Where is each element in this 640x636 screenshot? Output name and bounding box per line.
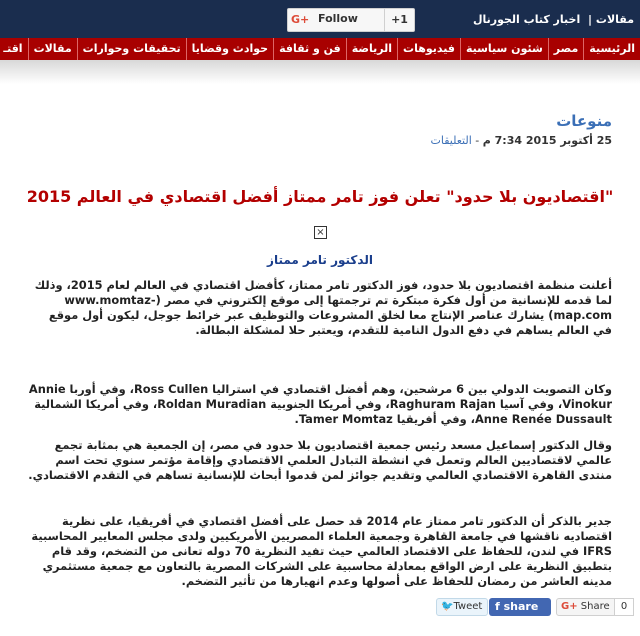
- article-paragraph: وقال الدكتور إسماعيل مسعد رئيس جمعية اقتصاديون بلا حدود في مصر، إن الجمعية هي بمثابة تجمع عالمي لاقتصاديين العالم وتعمل في انشطة التبادل العلمي الاقتصادي وإقامة مؤتمر سنوي تحت اسم منتدى القاهرة الاقتصادي العالمي وتقديم جوائز لمن قدموا أبحاث للإنسانية تساهم في التقدم الاقتصادي.: [28, 438, 612, 482]
- article-paragraph: وكان التصويت الدولي بين 6 مرشحين، وهم أفضل اقتصادي في استراليا Ross Cullen، وفي أوربا Annie Vinokur، وفي آسيا Raghuram Rajan، وفي أمريكا الجنوبية Roldan Muradian، وفي أمريكا الشمالية Anne Renée Dussault، وفي أفريقيا Tamer Momtaz.: [28, 382, 612, 426]
- nav-item-sports[interactable]: الرياضة: [346, 38, 397, 60]
- top-links: [471, 13, 636, 26]
- meta-separator: -: [471, 134, 483, 147]
- nav-item-articles[interactable]: مقالات: [28, 38, 77, 60]
- gplus-share-label: Share: [580, 601, 610, 612]
- gplus-icon: G+: [561, 601, 578, 612]
- section-title[interactable]: منوعات: [556, 112, 612, 130]
- facebook-share-button[interactable]: f share: [489, 598, 551, 616]
- twitter-icon: 🐦: [441, 601, 454, 612]
- gplus-icon: G+: [291, 13, 310, 26]
- nav-item-economy[interactable]: اقتـ: [0, 38, 28, 60]
- article-paragraph: أعلنت منظمة اقتصاديون بلا حدود، فوز الدكتور تامر ممتاز، كأفضل اقتصادي في العالم لعام 2015، وذلك لما قدمه للإنسانية من أول فكرة مبتكرة تم ترجمتها إلى موقع إلكتروني في مصر (www.momtaz-map.com) يشارك عناصر الإنتاج معا لخلق المشروعات والتوظيف عبر خرائط جوجل، ليكون أول موقع في العالم يساهم في دفع الدول النامية للتقدم، ويعتبر حلا لمشكلة البطالة.: [34, 278, 612, 337]
- plus-one-button[interactable]: +1: [384, 9, 414, 31]
- tweet-label: Tweet: [453, 601, 483, 612]
- nav-item-accidents[interactable]: حوادث وقضايا: [186, 38, 273, 60]
- follow-button[interactable]: Follow: [318, 12, 358, 25]
- nav-item-arts[interactable]: فن و ثقافة: [273, 38, 346, 60]
- share-count: 0: [614, 598, 634, 616]
- top-link-articles[interactable]: مقالات |: [584, 13, 634, 26]
- top-header-bar: [0, 0, 640, 38]
- nav-item-videos[interactable]: فيديوهات: [397, 38, 460, 60]
- main-navigation: [0, 38, 640, 60]
- top-link-writers-news[interactable]: اخبار كتاب الجورنال: [472, 13, 581, 26]
- gplus-share-button[interactable]: [556, 598, 622, 616]
- broken-image-icon: ×: [314, 226, 327, 239]
- gplus-follow-widget: [287, 8, 415, 32]
- nav-shadow: [0, 60, 640, 84]
- nav-item-egypt[interactable]: مصر: [548, 38, 584, 60]
- article-author: الدكتور تامر ممتاز: [267, 253, 373, 267]
- nav-item-investigations[interactable]: تحقيقات وحوارات: [77, 38, 186, 60]
- nav-item-home[interactable]: الرئيسية: [583, 38, 640, 60]
- article-headline: "اقتصاديون بلا حدود" تعلن فوز تامر ممتاز أفضل اقتصادي في العالم 2015: [26, 187, 614, 206]
- nav-item-politics[interactable]: شئون سياسية: [460, 38, 548, 60]
- article-paragraph: جدير بالذكر أن الدكتور تامر ممتاز عام 2014 قد حصل على أفضل اقتصادي في أفريقيا، على نظرية اقتصاديه ناقشها في جامعة القاهرة وجمعية العلماء المصريين الأمريكيين ولدى مجلس المعايير المحاسبية IFRS في لندن، للحفاظ على الاقتصاد العالمي حيث تفيد النظرية 70 دوله تعانى من التضخم، وقد قام بتطبيق النظرية على ارض الواقع بمعادلة محاسبية على الشركات المصرية بالتعاون مع جمعية مستثمري مدينه العاشر من رمضان للحفاظ على أصولها وعدم انهيارها من تأثير التضخم.: [31, 514, 612, 588]
- tweet-button[interactable]: [436, 598, 488, 616]
- comments-link[interactable]: التعليقات: [430, 134, 472, 147]
- article-date: 25 أكتوبر 2015 7:34 م: [482, 134, 612, 147]
- article-meta: [431, 134, 613, 147]
